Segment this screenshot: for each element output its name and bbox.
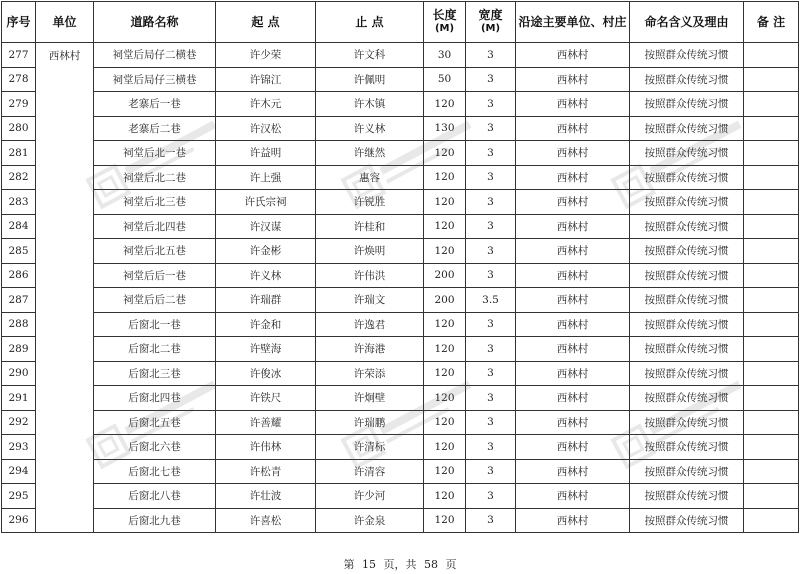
cell-seq: 293: [2, 435, 36, 460]
cell-meaning: 按照群众传统习惯: [630, 141, 744, 166]
cell-road: 祠堂后北一巷: [94, 141, 216, 166]
cell-width: 3: [466, 190, 516, 215]
page-suffix: 页: [445, 558, 457, 571]
cell-length: 120: [424, 239, 466, 264]
cell-meaning: 按照群众传统习惯: [630, 410, 744, 435]
table-row: [2, 263, 799, 288]
header-length-unit: (M): [434, 23, 455, 34]
cell-width: 3: [466, 239, 516, 264]
cell-along: 西林村: [516, 508, 630, 533]
table-row: [2, 410, 799, 435]
cell-end: 许瑞文: [316, 288, 424, 313]
cell-width: 3: [466, 410, 516, 435]
cell-meaning: 按照群众传统习惯: [630, 312, 744, 337]
cell-width: 3: [466, 92, 516, 117]
cell-along: 西林村: [516, 288, 630, 313]
cell-start: 许少荣: [216, 43, 316, 68]
cell-width: 3.5: [466, 288, 516, 313]
cell-road: 老寨后一巷: [94, 92, 216, 117]
cell-start: 许金彬: [216, 239, 316, 264]
cell-note: [744, 337, 799, 362]
cell-end: 许继然: [316, 141, 424, 166]
header-unit: 单位: [36, 2, 94, 43]
cell-road: 后窗北一巷: [94, 312, 216, 337]
cell-start: 许松青: [216, 459, 316, 484]
cell-along: 西林村: [516, 337, 630, 362]
cell-width: 3: [466, 312, 516, 337]
table-row: [2, 337, 799, 362]
cell-meaning: 按照群众传统习惯: [630, 43, 744, 68]
table-row: [2, 214, 799, 239]
table-row: [2, 508, 799, 533]
cell-meaning: 按照群众传统习惯: [630, 361, 744, 386]
cell-end: 许义林: [316, 116, 424, 141]
cell-note: [744, 239, 799, 264]
cell-length: 120: [424, 165, 466, 190]
cell-length: 120: [424, 361, 466, 386]
cell-start: 许汉谋: [216, 214, 316, 239]
cell-road: 祠堂后北二巷: [94, 165, 216, 190]
cell-width: 3: [466, 459, 516, 484]
cell-along: 西林村: [516, 263, 630, 288]
cell-along: 西林村: [516, 410, 630, 435]
cell-meaning: 按照群众传统习惯: [630, 386, 744, 411]
cell-note: [744, 361, 799, 386]
header-along-units: 沿途主要单位、村庄: [516, 2, 630, 43]
header-width: [466, 2, 516, 43]
table-row: [2, 459, 799, 484]
cell-width: 3: [466, 214, 516, 239]
cell-end: 许金泉: [316, 508, 424, 533]
cell-meaning: 按照群众传统习惯: [630, 92, 744, 117]
cell-along: 西林村: [516, 386, 630, 411]
cell-end: 许文科: [316, 43, 424, 68]
cell-road: 祠堂后局仔二横巷: [94, 43, 216, 68]
cell-seq: 282: [2, 165, 36, 190]
cell-length: 120: [424, 141, 466, 166]
header-seq: 序号: [2, 2, 36, 43]
cell-meaning: 按照群众传统习惯: [630, 263, 744, 288]
cell-seq: 286: [2, 263, 36, 288]
cell-meaning: 按照群众传统习惯: [630, 190, 744, 215]
cell-end: 许炯壁: [316, 386, 424, 411]
cell-note: [744, 484, 799, 509]
cell-along: 西林村: [516, 92, 630, 117]
cell-note: [744, 435, 799, 460]
cell-road: 后窗北三巷: [94, 361, 216, 386]
table-row: [2, 141, 799, 166]
cell-meaning: 按照群众传统习惯: [630, 116, 744, 141]
cell-end: 许荣添: [316, 361, 424, 386]
cell-start: 许金和: [216, 312, 316, 337]
cell-seq: 296: [2, 508, 36, 533]
cell-width: 3: [466, 141, 516, 166]
table-row: [2, 288, 799, 313]
cell-note: [744, 459, 799, 484]
cell-note: [744, 312, 799, 337]
cell-meaning: 按照群众传统习惯: [630, 459, 744, 484]
page-mid: 页，共: [383, 558, 417, 571]
cell-note: [744, 141, 799, 166]
cell-end: 许清容: [316, 459, 424, 484]
cell-road: 后窗北四巷: [94, 386, 216, 411]
cell-seq: 294: [2, 459, 36, 484]
cell-seq: 278: [2, 67, 36, 92]
header-start-point: 起 点: [216, 2, 316, 43]
cell-road: 祠堂后北四巷: [94, 214, 216, 239]
cell-seq: 291: [2, 386, 36, 411]
page-footer: [0, 556, 800, 572]
cell-length: 120: [424, 484, 466, 509]
cell-seq: 279: [2, 92, 36, 117]
cell-seq: 283: [2, 190, 36, 215]
cell-note: [744, 410, 799, 435]
cell-start: 许锦江: [216, 67, 316, 92]
cell-width: 3: [466, 435, 516, 460]
cell-seq: 287: [2, 288, 36, 313]
header-width-unit: (M): [480, 23, 501, 34]
cell-length: 120: [424, 190, 466, 215]
cell-start: 许铁尺: [216, 386, 316, 411]
cell-seq: 289: [2, 337, 36, 362]
cell-start: 许上强: [216, 165, 316, 190]
cell-length: 120: [424, 508, 466, 533]
cell-along: 西林村: [516, 67, 630, 92]
cell-note: [744, 386, 799, 411]
cell-end: 许佩明: [316, 67, 424, 92]
cell-length: 50: [424, 67, 466, 92]
cell-seq: 277: [2, 43, 36, 68]
cell-meaning: 按照群众传统习惯: [630, 288, 744, 313]
table-row: [2, 361, 799, 386]
cell-note: [744, 67, 799, 92]
cell-meaning: 按照群众传统习惯: [630, 214, 744, 239]
table-row: [2, 116, 799, 141]
header-note: 备 注: [744, 2, 799, 43]
cell-seq: 290: [2, 361, 36, 386]
cell-along: 西林村: [516, 165, 630, 190]
cell-road: 祠堂后北五巷: [94, 239, 216, 264]
table-row: [2, 190, 799, 215]
cell-along: 西林村: [516, 459, 630, 484]
cell-meaning: 按照群众传统习惯: [630, 337, 744, 362]
cell-along: 西林村: [516, 141, 630, 166]
table-row: [2, 239, 799, 264]
cell-end: 许瑞鹏: [316, 410, 424, 435]
cell-end: 许锐胜: [316, 190, 424, 215]
cell-start: 许善耀: [216, 410, 316, 435]
cell-start: 许汉松: [216, 116, 316, 141]
cell-start: 许义林: [216, 263, 316, 288]
cell-width: 3: [466, 361, 516, 386]
road-naming-table: [1, 1, 799, 533]
cell-road: 祠堂后后二巷: [94, 288, 216, 313]
cell-end: 许桂和: [316, 214, 424, 239]
cell-length: 200: [424, 288, 466, 313]
cell-road: 后窗北五巷: [94, 410, 216, 435]
cell-note: [744, 190, 799, 215]
header-naming-meaning: 命名含义及理由: [630, 2, 744, 43]
cell-road: 祠堂后局仔三横巷: [94, 67, 216, 92]
page-prefix: 第: [343, 558, 355, 571]
cell-start: 许氏宗祠: [216, 190, 316, 215]
cell-end: 许木镇: [316, 92, 424, 117]
cell-width: 3: [466, 67, 516, 92]
cell-note: [744, 165, 799, 190]
cell-road: 祠堂后北三巷: [94, 190, 216, 215]
cell-length: 120: [424, 214, 466, 239]
cell-note: [744, 214, 799, 239]
cell-length: 30: [424, 43, 466, 68]
header-width-label: 宽度: [478, 8, 503, 22]
cell-note: [744, 263, 799, 288]
table-header-row: [2, 2, 799, 43]
cell-unit: 西林村: [36, 43, 94, 533]
cell-note: [744, 288, 799, 313]
cell-road: 后窗北九巷: [94, 508, 216, 533]
table-row: [2, 435, 799, 460]
cell-along: 西林村: [516, 312, 630, 337]
cell-start: 许喜松: [216, 508, 316, 533]
cell-length: 120: [424, 337, 466, 362]
header-road-name: 道路名称: [94, 2, 216, 43]
cell-road: 后窗北八巷: [94, 484, 216, 509]
cell-note: [744, 116, 799, 141]
cell-note: [744, 508, 799, 533]
cell-meaning: 按照群众传统习惯: [630, 484, 744, 509]
cell-along: 西林村: [516, 239, 630, 264]
cell-seq: 284: [2, 214, 36, 239]
page-total: 58: [424, 558, 438, 571]
cell-start: 许俊冰: [216, 361, 316, 386]
cell-meaning: 按照群众传统习惯: [630, 165, 744, 190]
cell-length: 130: [424, 116, 466, 141]
cell-width: 3: [466, 508, 516, 533]
cell-end: 许逸君: [316, 312, 424, 337]
cell-end: 许海港: [316, 337, 424, 362]
cell-length: 120: [424, 410, 466, 435]
cell-along: 西林村: [516, 43, 630, 68]
cell-end: 惠容: [316, 165, 424, 190]
cell-seq: 295: [2, 484, 36, 509]
cell-meaning: 按照群众传统习惯: [630, 508, 744, 533]
cell-width: 3: [466, 165, 516, 190]
cell-length: 120: [424, 386, 466, 411]
table-row: [2, 386, 799, 411]
cell-start: 许壮波: [216, 484, 316, 509]
cell-road: 老寨后二巷: [94, 116, 216, 141]
cell-seq: 288: [2, 312, 36, 337]
page-current: 15: [362, 558, 376, 571]
cell-note: [744, 92, 799, 117]
table-row: [2, 165, 799, 190]
cell-seq: 285: [2, 239, 36, 264]
table-row: [2, 92, 799, 117]
header-length-label: 长度: [432, 8, 457, 22]
cell-width: 3: [466, 116, 516, 141]
cell-along: 西林村: [516, 214, 630, 239]
cell-along: 西林村: [516, 116, 630, 141]
cell-width: 3: [466, 484, 516, 509]
cell-road: 后窗北六巷: [94, 435, 216, 460]
cell-end: 许清标: [316, 435, 424, 460]
cell-length: 120: [424, 435, 466, 460]
cell-length: 200: [424, 263, 466, 288]
cell-width: 3: [466, 43, 516, 68]
cell-end: 许少河: [316, 484, 424, 509]
cell-meaning: 按照群众传统习惯: [630, 67, 744, 92]
cell-end: 许焕明: [316, 239, 424, 264]
cell-start: 许木元: [216, 92, 316, 117]
cell-meaning: 按照群众传统习惯: [630, 435, 744, 460]
cell-length: 120: [424, 459, 466, 484]
cell-start: 许伟林: [216, 435, 316, 460]
cell-seq: 280: [2, 116, 36, 141]
cell-along: 西林村: [516, 435, 630, 460]
cell-length: 120: [424, 92, 466, 117]
cell-width: 3: [466, 263, 516, 288]
cell-road: 后窗北七巷: [94, 459, 216, 484]
header-end-point: 止 点: [316, 2, 424, 43]
cell-end: 许伟洪: [316, 263, 424, 288]
cell-along: 西林村: [516, 361, 630, 386]
table-row: [2, 312, 799, 337]
cell-road: 后窗北二巷: [94, 337, 216, 362]
cell-length: 120: [424, 312, 466, 337]
cell-start: 许益明: [216, 141, 316, 166]
cell-width: 3: [466, 386, 516, 411]
cell-seq: 292: [2, 410, 36, 435]
cell-width: 3: [466, 337, 516, 362]
cell-road: 祠堂后后一巷: [94, 263, 216, 288]
cell-seq: 281: [2, 141, 36, 166]
cell-start: 许瑞群: [216, 288, 316, 313]
cell-meaning: 按照群众传统习惯: [630, 239, 744, 264]
cell-note: [744, 43, 799, 68]
header-length: [424, 2, 466, 43]
table-row: [2, 484, 799, 509]
cell-start: 许壁海: [216, 337, 316, 362]
table-row: [2, 43, 799, 68]
cell-along: 西林村: [516, 484, 630, 509]
table-row: [2, 67, 799, 92]
table-body: [2, 43, 799, 533]
cell-along: 西林村: [516, 190, 630, 215]
